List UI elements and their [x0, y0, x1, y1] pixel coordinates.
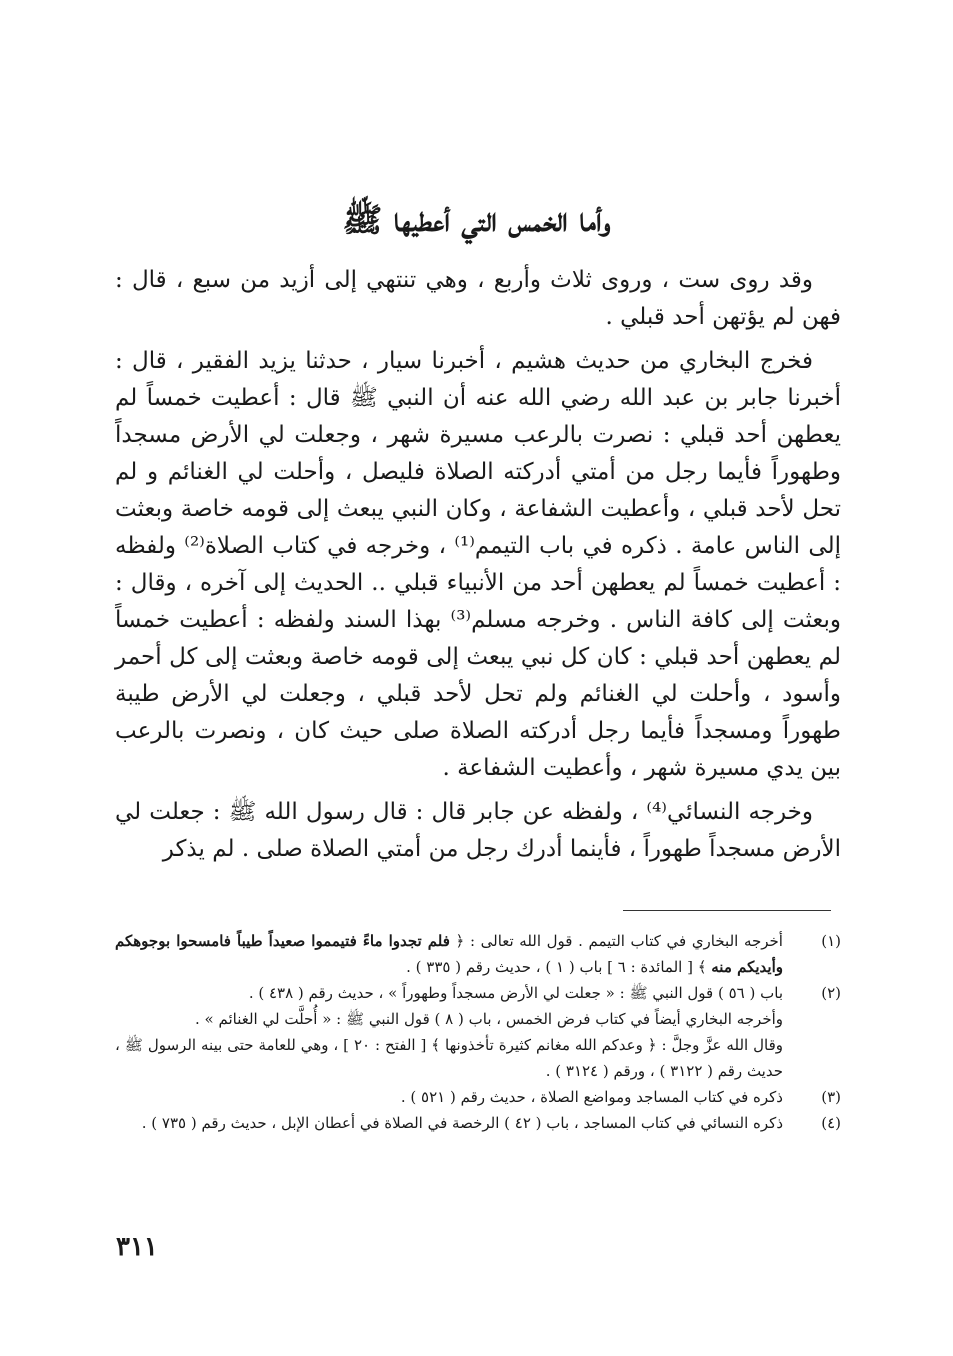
footnote-4 [115, 1110, 841, 1136]
footnote-number: (٢) [821, 984, 841, 1002]
footnote-2-continuation-2: وقال الله عزَّ وجلَّ : ﴿ وعدكم الله مغانم كثيرة تأخذونها ﴾ [ الفتح : ٢٠ ] ، وهي للعامة حتى بينه الرسول ﷺ ، حديث رقم ( ٣١٢٢ ) ، ورقم ( ٣١٢٤ ) . [115, 1036, 783, 1080]
footnote-number: (٣) [821, 1088, 841, 1106]
paragraph-1: وقد روى ست ، وروى ثلاث وأربع ، وهي تنتهي إلى أزيد من سبع ، قال : فهن لم يؤتهن أحد قبلي . [115, 267, 841, 330]
footnote-1 [115, 928, 841, 980]
footnote-tail: ﴾ [ المائدة : ٦ ] باب ( ١ ) ، حديث رقم ( ٣٣٥ ) . [406, 958, 707, 976]
footnote-number: (١) [821, 932, 841, 950]
footnote-2-continuation-1: وأخرجه البخاري أيضاً في كتاب فرض الخمس ، باب ( ٨ ) قول النبي ﷺ : « أُحلَّت لي الغنائم » . [195, 1010, 783, 1028]
section-title: وأما الخمس التي أعطيها ﷺ [342, 200, 611, 239]
footnote-text [115, 928, 783, 980]
footnote-2 [115, 980, 841, 1006]
footnote-3 [115, 1084, 841, 1110]
footnote-text: ذكره في كتاب المساجد ومواضع الصلاة ، حديث رقم ( ٥٢١ ) . [400, 1088, 783, 1106]
footnote-text: ذكره النسائي في كتاب المساجد ، باب ( ٤٢ ) الرخصة في الصلاة في أعطان الإبل ، حديث رقم ( ٧٣٥ ) . [141, 1114, 783, 1132]
page-number: ٣١١ [116, 1232, 158, 1262]
footnote-text: باب ( ٥٦ ) قول النبي ﷺ : « جعلت لي الأرض مسجداً وطهوراً » ، حديث رقم ( ٤٣٨ ) . [248, 984, 783, 1002]
paragraph-2: فخرج البخاري من حديث هشيم ، أخبرنا سيار ، حدثنا يزيد الفقير ، قال : أخبرنا جابر بن عبد الله رضي الله عنه أن النبي ﷺ قال : أعطيت خمساً لم يعطهن أحد قبلي : نصرت بالرعب مسيرة شهر ، وجعلت لي الأرض مسجداً وطهوراً فأيما رجل من أمتي أدركته الصلاة فليصل ، وأحلت لي الغنائم و لم تحل لأحد قبلي ، وأعطيت الشفاعة ، وكان النبي يبعث إلى قومه خاصة وبعثت إلى الناس عامة . ذكره في باب التيمم⁽¹⁾ ، وخرجه في كتاب الصلاة⁽²⁾ ولفظه : أعطيت خمساً لم يعطهن أحد من الأنبياء قبلي .. الحديث إلى آخره ، وقال : وبعثت إلى كافة الناس . وخرجه مسلم⁽³⁾ بهذا السند ولفظه : أعطيت خمساً لم يعطهن أحد قبلي : كان كل نبي يبعث إلى قومه خاصة وبعثت إلى كل أحمر وأسود ، وأحلت لي الغنائم ولم تحل لأحد قبلي ، وجعلت لي الأرض طيبة طهوراً ومسجداً فأيما رجل أدركته الصلاة صلى حيث كان ، ونصرت بالرعب بين يدي مسيرة شهر ، وأعطيت الشفاعة . [115, 348, 841, 781]
footnote-number: (٤) [821, 1114, 841, 1132]
footnote-lead: أخرجه البخاري في كتاب التيمم . قول الله تعالى : ﴿ [455, 932, 783, 950]
footnote-divider [623, 910, 831, 911]
main-text [115, 262, 841, 875]
footnotes [115, 928, 841, 1136]
footnote-quote: فلم تجدوا ماءً فتيمموا صعيداً طيباً فامسحوا بوجوهكم وأيديكم منه [115, 932, 783, 976]
paragraph-3: وخرجه النسائي⁽⁴⁾ ، ولفظه عن جابر قال : قال رسول الله ﷺ : جعلت لي الأرض مسجداً طهوراً ، فأينما أدرك رجل من أمتي الصلاة صلى . لم يذكر [115, 799, 841, 862]
